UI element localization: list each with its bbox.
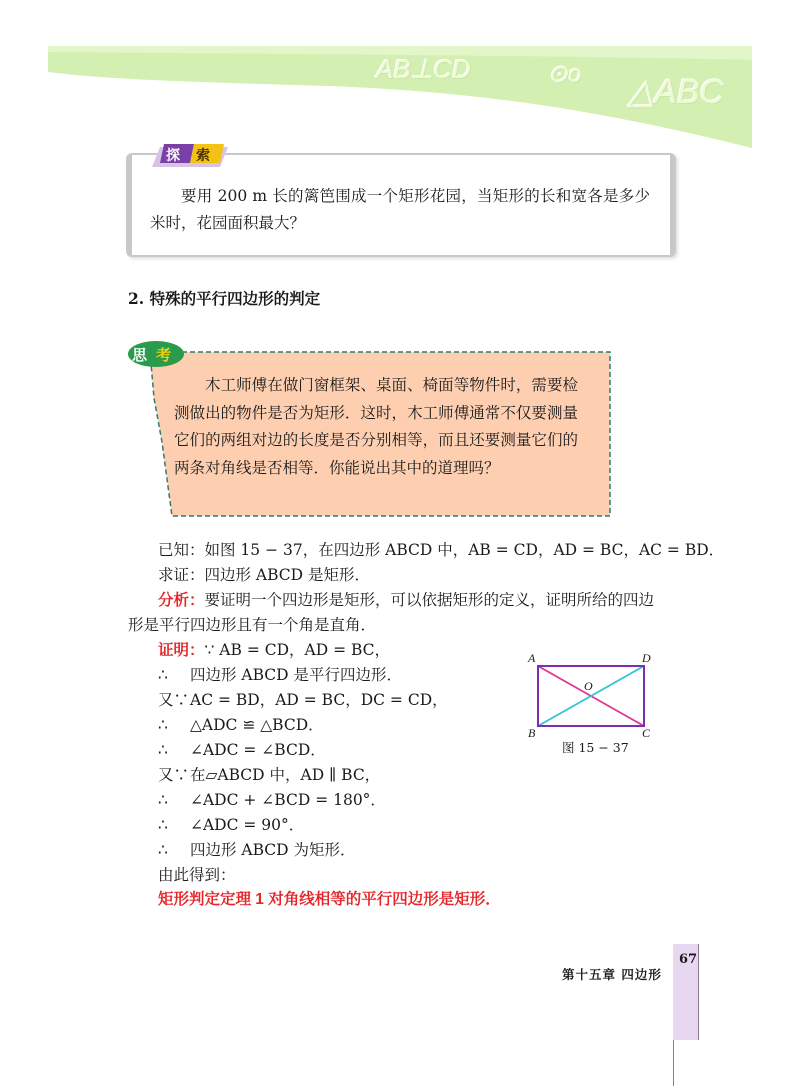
proof-line-2: ∴ 四边形 ABCD 是平行四边形．	[158, 666, 403, 684]
proof-line-3: 又∵AC = BD，AD = BC，DC = CD，	[158, 691, 448, 709]
proof-line-7: ∴ ∠ADC + ∠BCD = 180°．	[158, 791, 386, 809]
think-tag-char-2: 考	[156, 346, 172, 364]
vertex-label-d: D	[642, 651, 651, 665]
banner-formula-circle: ⊙o	[548, 61, 582, 88]
conclusion-line: 由此得到：	[158, 866, 236, 884]
page-number: 67	[679, 952, 698, 967]
banner-formula-triangle: △ABC	[628, 73, 725, 111]
analysis-line-1: 分析：要证明一个四边形是矩形，可以依据矩形的定义，证明所给的四边	[158, 591, 655, 609]
given-line: 已知：如图 15 − 37，在四边形 ABCD 中，AB = CD，AD = BC，AC = BD．	[158, 541, 725, 559]
vertex-label-c: C	[642, 726, 651, 740]
proof-line-9: ∴ 四边形 ABCD 为矩形．	[158, 841, 356, 859]
analysis-label: 分析：	[158, 592, 205, 609]
proof-line-4: ∴ △ADC ≌ △BCD．	[158, 716, 324, 734]
section-title: 2. 特殊的平行四边形的判定	[128, 289, 321, 308]
theorem-line: 矩形判定定理 1 对角线相等的平行四边形是矩形．	[158, 891, 501, 908]
explore-tag-char-2: 索	[196, 148, 210, 164]
banner-formula-perpendicular: AB⊥CD	[376, 54, 471, 84]
side-line	[673, 1040, 674, 1086]
proof-label: 证明：	[158, 642, 205, 659]
figure-caption: 图 15 − 37	[562, 740, 629, 755]
explore-tag-icon	[150, 143, 230, 169]
vertex-label-a: A	[528, 651, 536, 665]
center-label-o: O	[584, 679, 593, 693]
analysis-line-2: 形是平行四边形且有一个角是直角．	[128, 616, 377, 634]
explore-tag-char-1: 探	[166, 148, 180, 164]
chapter-label: 第十五章 四边形	[562, 967, 662, 982]
vertex-label-b: B	[528, 726, 536, 740]
prove-line: 求证：四边形 ABCD 是矩形．	[158, 566, 371, 584]
explore-text: 要用 200 m 长的篱笆围成一个矩形花园，当矩形的长和宽各是多少米时，花园面积最大？	[150, 187, 650, 232]
proof-line-6: 又∵在▱ABCD 中，AD ∥ BC，	[158, 766, 381, 784]
proof-line-1: 证明：∵ AB = CD，AD = BC，	[158, 641, 391, 659]
think-text: 木工师傅在做门窗框架、桌面、椅面等物件时，需要检测做出的物件是否为矩形．这时，木工师傅通常不仅要测量它们的两组对边的长度是否分别相等，而且还要测量它们的两条对角线是否相等．你能说出其中的道理吗？	[174, 376, 578, 477]
think-tag-char-1: 思	[132, 346, 148, 364]
proof-line-5: ∴ ∠ADC = ∠BCD．	[158, 741, 326, 759]
proof-line-8: ∴ ∠ADC = 90°．	[158, 816, 305, 834]
